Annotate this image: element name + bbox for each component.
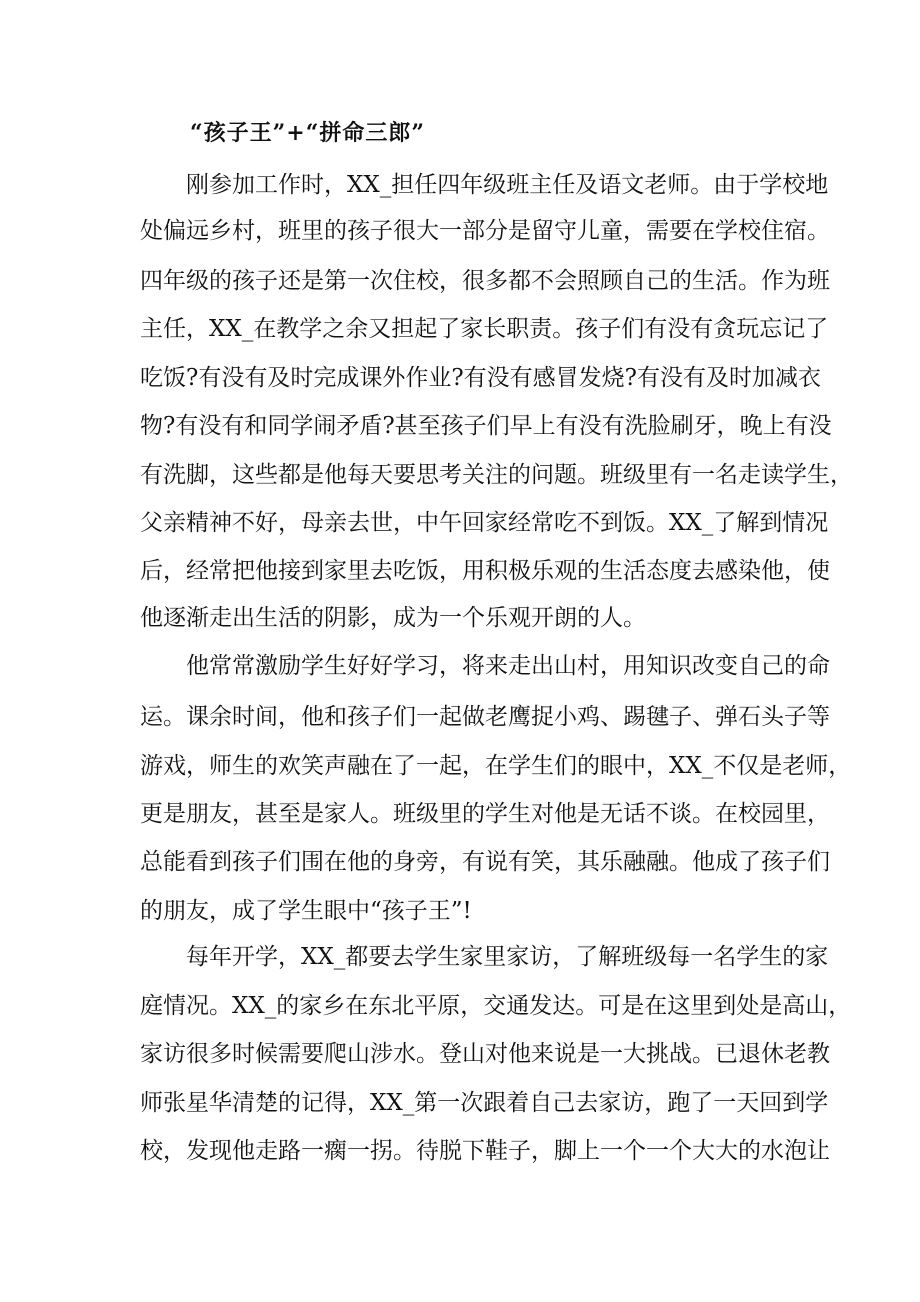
paragraph-1-line: 刚参加工作时，XX_担任四年级班主任及语文老师。由于学校地 [186,172,829,198]
paragraph-1-line: 父亲精神不好，母亲去世，中午回家经常吃不到饭。XX_了解到情况 [140,510,829,536]
paragraph-2-line: 运。课余时间，他和孩子们一起做老鹰捉小鸡、踢毽子、弹石头子等 [140,704,830,730]
paragraph-1-line: 处偏远乡村，班里的孩子很大一部分是留守儿童，需要在学校住宿。 [140,218,830,244]
paragraph-3-line: 师张星华清楚的记得，XX_第一次跟着自己去家访，跑了一天回到学 [140,1090,829,1116]
paragraph-3-line: 家访很多时候需要爬山涉水。登山对他来说是一大挑战。已退休老教 [140,1041,830,1067]
paragraph-1-line: 四年级的孩子还是第一次住校，很多都不会照顾自己的生活。作为班 [140,268,830,294]
paragraph-3-line: 校，发现他走路一瘸一拐。待脱下鞋子，脚上一个一个大大的水泡让 [140,1138,830,1164]
paragraph-2-line: 的朋友，成了学生眼中“孩子王”! [140,898,472,924]
paragraph-1-line: 主任，XX_在教学之余又担起了家长职责。孩子们有没有贪玩忘记了 [140,316,829,342]
paragraph-2-line: 更是朋友，甚至是家人。班级里的学生对他是无话不谈。在校园里， [140,801,830,827]
paragraph-2-line: 游戏，师生的欢笑声融在了一起，在学生们的眼中，XX_不仅是老师， [140,753,852,779]
paragraph-1-line: 吃饭?有没有及时完成课外作业?有没有感冒发烧?有没有及时加减衣 [140,365,821,391]
paragraph-1-line: 他逐渐走出生活的阴影，成为一个乐观开朗的人。 [140,605,646,631]
paragraph-3-line: 庭情况。XX_的家乡在东北平原，交通发达。可是在这里到处是高山， [140,993,852,1019]
paragraph-2-line: 总能看到孩子们围在他的身旁，有说有笑，其乐融融。他成了孩子们 [140,849,830,875]
paragraph-3-line: 每年开学，XX_都要去学生家里家访，了解班级每一名学生的家 [186,944,829,970]
paragraph-1-line: 后，经常把他接到家里去吃饭，用积极乐观的生活态度去感染他，使 [140,558,830,584]
paragraph-1-line: 有洗脚，这些都是他每天要思考关注的问题。班级里有一名走读学生， [140,462,853,488]
paragraph-1-line: 物?有没有和同学闹矛盾?甚至孩子们早上有没有洗脸刷牙，晚上有没 [140,413,832,439]
document-title: “孩子王”+“拼命三郎” [190,120,426,146]
paragraph-2-line: 他常常激励学生好好学习，将来走出山村，用知识改变自己的命 [186,653,830,679]
